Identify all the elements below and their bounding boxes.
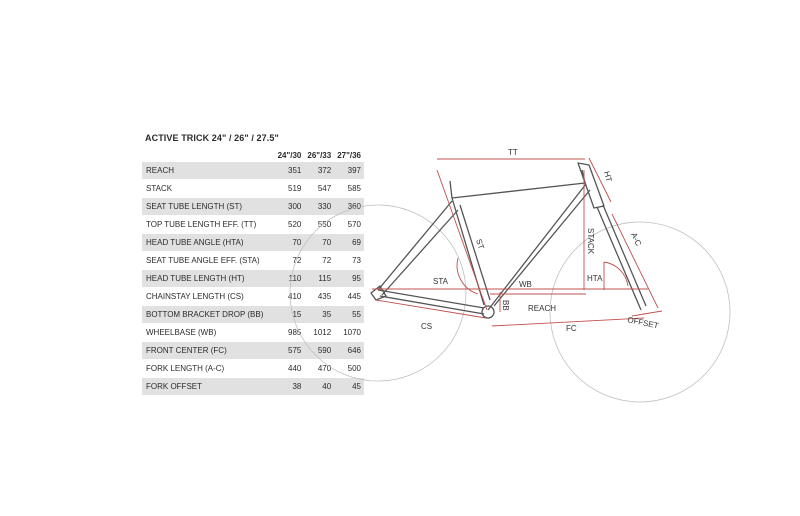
row-value-size-3: 570 xyxy=(334,216,364,234)
row-value-size-1: 15 xyxy=(275,306,305,324)
geometry-table-title: ACTIVE TRICK 24" / 26" / 27.5" xyxy=(145,133,279,143)
down-tube xyxy=(488,184,590,310)
row-value-size-2: 1012 xyxy=(304,324,334,342)
row-value-size-3: 360 xyxy=(334,198,364,216)
row-label: REACH xyxy=(142,162,275,180)
column-header-size-2: 26"/33 xyxy=(307,150,332,160)
row-value-size-1: 38 xyxy=(275,378,305,396)
row-value-size-3: 73 xyxy=(334,252,364,270)
row-value-size-1: 351 xyxy=(275,162,305,180)
row-value-size-2: 470 xyxy=(304,360,334,378)
front-wheel xyxy=(550,222,730,402)
row-label: WHEELBASE (WB) xyxy=(142,324,275,342)
row-label: FRONT CENTER (FC) xyxy=(142,342,275,360)
sta-label: STA xyxy=(433,277,448,286)
tt-label: TT xyxy=(508,148,518,157)
cs-dimension-line xyxy=(376,300,486,318)
row-value-size-2: 590 xyxy=(304,342,334,360)
offset-label: OFFSET xyxy=(626,315,660,331)
row-value-size-3: 397 xyxy=(334,162,364,180)
row-label: BOTTOM BRACKET DROP (BB) xyxy=(142,306,275,324)
hta-angle-arc xyxy=(604,262,628,286)
offset-dimension-line xyxy=(632,311,662,316)
hta-label: HTA xyxy=(587,274,603,283)
row-value-size-1: 110 xyxy=(275,270,305,288)
head-tube xyxy=(578,163,604,208)
rear-dropout xyxy=(371,286,386,300)
row-label: TOP TUBE LENGTH EFF. (TT) xyxy=(142,216,275,234)
row-value-size-1: 300 xyxy=(275,198,305,216)
wb-label: WB xyxy=(519,280,532,289)
row-label: HEAD TUBE LENGTH (HT) xyxy=(142,270,275,288)
row-label: SEAT TUBE LENGTH (ST) xyxy=(142,198,275,216)
row-value-size-3: 646 xyxy=(334,342,364,360)
bottom-bracket xyxy=(482,306,494,318)
row-value-size-1: 520 xyxy=(275,216,305,234)
row-value-size-2: 70 xyxy=(304,234,334,252)
row-label: SEAT TUBE ANGLE EFF. (STA) xyxy=(142,252,275,270)
top-tube xyxy=(450,170,585,198)
row-value-size-2: 330 xyxy=(304,198,334,216)
row-value-size-3: 445 xyxy=(334,288,364,306)
row-value-size-2: 372 xyxy=(304,162,334,180)
ac-label: A-C xyxy=(629,231,644,248)
row-label: STACK xyxy=(142,180,275,198)
row-label: FORK OFFSET xyxy=(142,378,275,396)
row-value-size-1: 519 xyxy=(275,180,305,198)
row-value-size-3: 1070 xyxy=(334,324,364,342)
row-label: CHAINSTAY LENGTH (CS) xyxy=(142,288,275,306)
chain-stay xyxy=(378,290,484,314)
row-value-size-2: 40 xyxy=(304,378,334,396)
row-value-size-2: 547 xyxy=(304,180,334,198)
row-value-size-1: 985 xyxy=(275,324,305,342)
stack-label: STACK xyxy=(586,228,595,255)
cs-label: CS xyxy=(421,322,433,331)
row-label: FORK LENGTH (A-C) xyxy=(142,360,275,378)
row-value-size-2: 72 xyxy=(304,252,334,270)
row-value-size-1: 70 xyxy=(275,234,305,252)
row-value-size-1: 575 xyxy=(275,342,305,360)
row-value-size-3: 55 xyxy=(334,306,364,324)
row-value-size-1: 440 xyxy=(275,360,305,378)
ht-label: HT xyxy=(602,170,614,183)
row-value-size-3: 69 xyxy=(334,234,364,252)
reach-label: REACH xyxy=(528,304,557,313)
row-value-size-3: 500 xyxy=(334,360,364,378)
row-value-size-2: 435 xyxy=(304,288,334,306)
row-value-size-1: 410 xyxy=(275,288,305,306)
row-value-size-3: 45 xyxy=(334,378,364,396)
column-header-size-3: 27"/36 xyxy=(337,150,361,160)
ac-dimension-line xyxy=(612,214,658,308)
st-label: ST xyxy=(474,237,486,251)
row-value-size-2: 35 xyxy=(304,306,334,324)
fork xyxy=(597,205,646,310)
row-value-size-2: 550 xyxy=(304,216,334,234)
row-label: HEAD TUBE ANGLE (HTA) xyxy=(142,234,275,252)
fc-label: FC xyxy=(566,324,577,333)
column-header-size-1: 24"/30 xyxy=(277,150,302,160)
row-value-size-3: 585 xyxy=(334,180,364,198)
row-value-size-1: 72 xyxy=(275,252,305,270)
row-value-size-2: 115 xyxy=(304,270,334,288)
row-value-size-3: 95 xyxy=(334,270,364,288)
bb-label: BB xyxy=(501,300,510,311)
